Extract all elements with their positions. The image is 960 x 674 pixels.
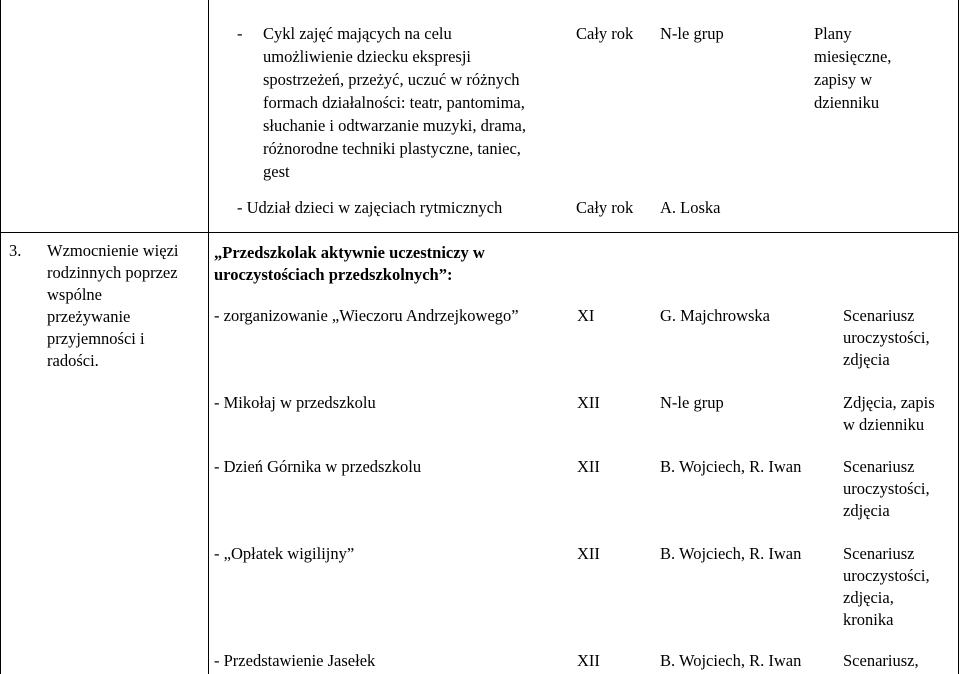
section-heading-line: uroczystościach przedszkolnych”:	[214, 265, 453, 284]
section-heading-line: „Przedszkolak aktywnie uczestniczy w	[214, 243, 485, 262]
goal-line: przeżywanie	[47, 307, 131, 326]
cycle-form-line: Plany	[814, 24, 852, 43]
form-oplatek-line: kronika	[843, 610, 894, 629]
cycle-form-line: zapisy w	[814, 70, 873, 89]
term-andrzejki: XI	[577, 306, 595, 325]
task-dzien-gornika: - Dzień Górnika w przedszkolu	[214, 457, 422, 476]
form-andrzejki-line: Scenariusz	[843, 306, 915, 325]
form-mikolaj-line: w dzienniku	[843, 415, 925, 434]
table-left-border	[0, 0, 1, 674]
goal-line: Wzmocnienie więzi	[47, 241, 179, 260]
cycle-dash: -	[237, 24, 243, 43]
form-oplatek-line: Scenariusz	[843, 544, 915, 563]
column-divider-1	[208, 0, 209, 674]
cycle-text-line: formach działalności: teatr, pantomima,	[263, 93, 525, 112]
form-oplatek-line: zdjęcia,	[843, 588, 894, 607]
term-dzien-gornika: XII	[577, 457, 600, 476]
goal-line: wspólne	[47, 285, 102, 304]
row-number: 3.	[9, 241, 22, 260]
cycle-text-line: słuchanie i odtwarzanie muzyki, drama,	[263, 116, 526, 135]
cycle-term: Cały rok	[576, 24, 634, 43]
form-mikolaj-line: Zdjęcia, zapis	[843, 393, 935, 412]
row-divider	[0, 232, 959, 233]
person-mikolaj: N-le grup	[660, 393, 724, 412]
cycle-person: N-le grup	[660, 24, 724, 43]
form-andrzejki-line: uroczystości,	[843, 328, 930, 347]
form-andrzejki-line: zdjęcia	[843, 350, 890, 369]
form-dzien-gornika-line: uroczystości,	[843, 479, 930, 498]
cycle-text-line: spostrzeżeń, przeżyć, uczuć w różnych	[263, 70, 520, 89]
term-jaselka: XII	[577, 651, 600, 670]
cycle-text-line: gest	[263, 162, 290, 181]
cycle-form-line: miesięczne,	[814, 47, 892, 66]
person-oplatek: B. Wojciech, R. Iwan	[660, 544, 802, 563]
person-dzien-gornika: B. Wojciech, R. Iwan	[660, 457, 802, 476]
person-jaselka: B. Wojciech, R. Iwan	[660, 651, 802, 670]
form-dzien-gornika-line: Scenariusz	[843, 457, 915, 476]
rhythm-term: Cały rok	[576, 198, 634, 217]
task-jaselka: - Przedstawienie Jasełek	[214, 651, 376, 670]
goal-line: przyjemności i	[47, 329, 145, 348]
table-right-border	[958, 0, 959, 674]
cycle-text-line: umożliwienie dziecku ekspresji	[263, 47, 472, 66]
term-mikolaj: XII	[577, 393, 600, 412]
cycle-form-line: dzienniku	[814, 93, 880, 112]
form-dzien-gornika-line: zdjęcia	[843, 501, 890, 520]
task-oplatek: - „Opłatek wigilijny”	[214, 544, 355, 563]
cycle-text-line: Cykl zajęć mających na celu	[263, 24, 452, 43]
goal-line: radości.	[47, 351, 99, 370]
person-andrzejki: G. Majchrowska	[660, 306, 770, 325]
form-oplatek-line: uroczystości,	[843, 566, 930, 585]
task-mikolaj: - Mikołaj w przedszkolu	[214, 393, 376, 412]
goal-line: rodzinnych poprzez	[47, 263, 178, 282]
cycle-text-line: różnorodne techniki plastyczne, taniec,	[263, 139, 521, 158]
task-andrzejki: - zorganizowanie „Wieczoru Andrzejkowego”	[214, 306, 519, 325]
term-oplatek: XII	[577, 544, 600, 563]
rhythm-task: - Udział dzieci w zajęciach rytmicznych	[237, 198, 503, 217]
rhythm-person: A. Loska	[660, 198, 721, 217]
form-jaselka-line: Scenariusz,	[843, 651, 919, 670]
